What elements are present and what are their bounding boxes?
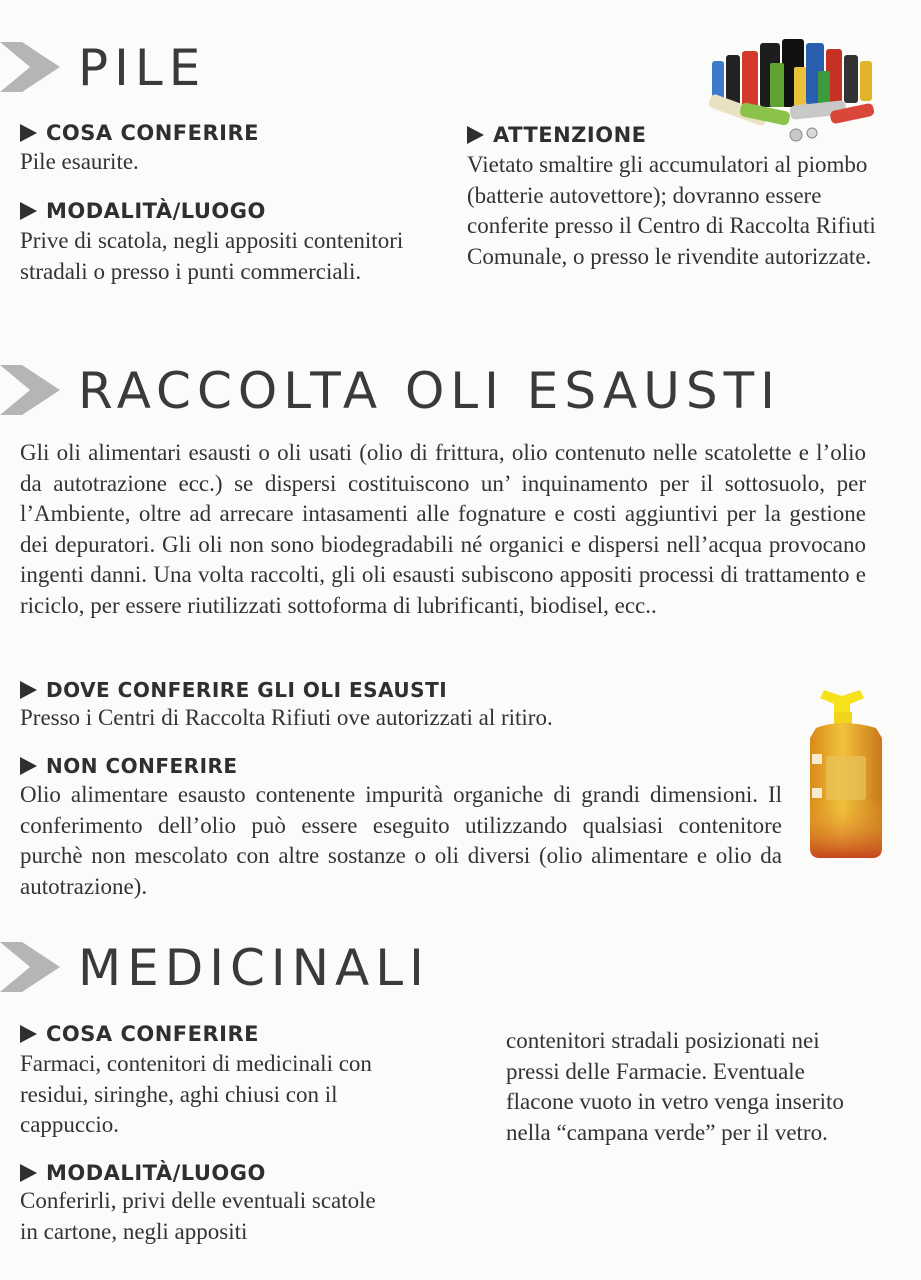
chevron-arrow-icon <box>0 42 60 92</box>
medicinali-cosa-text: Farmaci, contenitori di medicinali con residui, siringhe, aghi chiusi con il cappuccio. <box>20 1051 372 1137</box>
batteries-illustration-icon <box>700 33 880 143</box>
section-title-pile: PILE <box>78 39 207 97</box>
oli-non-heading: NON CONFERIRE <box>20 753 238 779</box>
medicinali-cosa-heading: COSA CONFERIRE <box>20 1021 259 1047</box>
section-title-oli: RACCOLTA OLI ESAUSTI <box>78 362 781 420</box>
triangle-bullet-icon <box>20 681 37 699</box>
oli-non-text: Olio alimentare esausto contenente impurità organiche di grandi dimensioni. Il conferimento dell’olio può essere eseguito utilizzando qualsiasi contenitore purchè non mescolato con altre sostanze o oli diversi (olio alimentare e olio da autotrazione). <box>20 782 782 899</box>
oli-dove-text: Presso i Centri di Raccolta Rifiuti ove autorizzati al ritiro. <box>20 705 553 730</box>
section-title-medicinali: MEDICINALI <box>78 939 430 997</box>
chevron-arrow-icon <box>0 942 60 992</box>
oil-bottle-illustration-icon <box>802 688 890 860</box>
pile-modalita-heading: MODALITÀ/LUOGO <box>20 198 266 224</box>
pile-cosa-text: Pile esaurite. <box>20 149 139 174</box>
oli-intro-text: Gli oli alimentari esausti o oli usati (olio di frittura, olio contenuto nelle scatolette e l’olio da autotrazione ecc.) se dispersi costituiscono un’ inquinamento per il sottosuolo, per l’Ambiente, oltre ad arrecare intasamenti alle fognature e costi aggiuntivi per la gestione dei depuratori. Gli oli non sono biodegradabili né organici e dispersi nell’acqua provocano ingenti danni. Una volta raccolti, gli oli esausti subiscono appositi processi di trattamento e riciclo, per essere riutilizzati sottoforma di lubrificanti, biodisel, ecc.. <box>20 440 866 618</box>
triangle-bullet-icon <box>20 757 37 775</box>
pile-attenzione-text: Vietato smaltire gli accumulatori al piombo (batterie autovettore); dovranno essere conferite presso il Centro di Raccolta Rifiuti Comunale, o presso le rivendite autorizzate. <box>467 152 876 269</box>
pile-attenzione-heading: ATTENZIONE <box>467 122 647 148</box>
oli-dove-heading: DOVE CONFERIRE GLI OLI ESAUSTI <box>20 677 447 703</box>
triangle-bullet-icon <box>20 124 37 142</box>
triangle-bullet-icon <box>20 1164 37 1182</box>
chevron-arrow-icon <box>0 365 60 415</box>
medicinali-modalita-text: Conferirli, privi delle eventuali scatole in cartone, negli appositi <box>20 1188 376 1244</box>
triangle-bullet-icon <box>467 126 484 144</box>
pile-cosa-heading: COSA CONFERIRE <box>20 120 259 146</box>
triangle-bullet-icon <box>20 202 37 220</box>
pile-modalita-text: Prive di scatola, negli appositi contenitori stradali o presso i punti commerciali. <box>20 228 404 284</box>
medicinali-continued-text: contenitori stradali posizionati nei pressi delle Farmacie. Eventuale flacone vuoto in vetro venga inserito nella “campana verde” per il vetro. <box>506 1028 844 1145</box>
triangle-bullet-icon <box>20 1025 37 1043</box>
medicinali-modalita-heading: MODALITÀ/LUOGO <box>20 1160 266 1186</box>
